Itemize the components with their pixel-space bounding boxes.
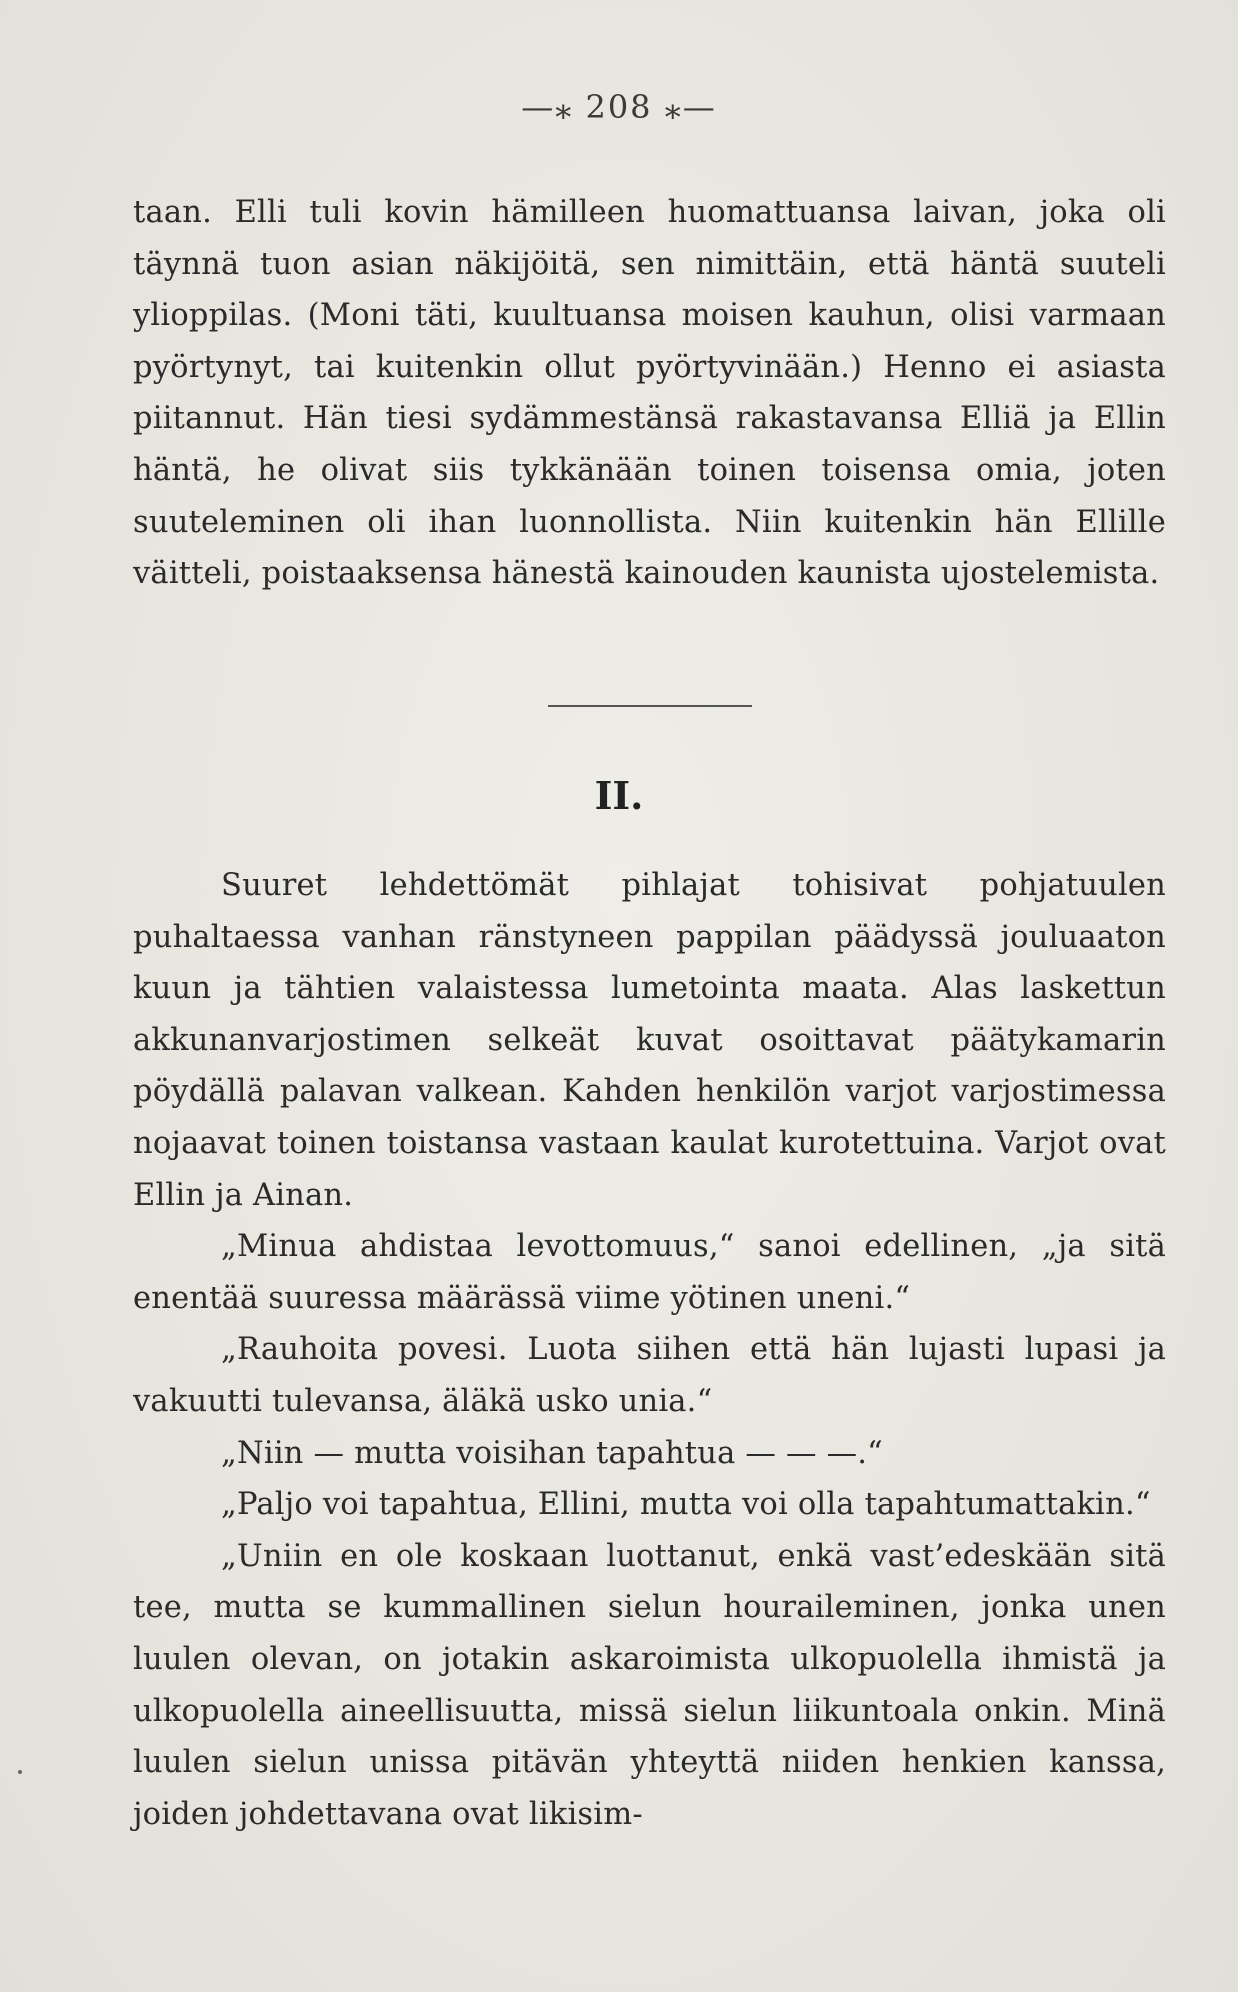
paragraph: „Uniin en ole koskaan luottanut, enkä vast’edeskään sitä tee, mutta se kummallinen sielun hourailеminen, jonka unen luulen olevan, on jotakin askaroimista ulkopuolella ihmistä ja ulkopuolella aineellisuutta, missä sielun liikuntoala onkin. Minä luulen sielun unissa pitävän yhteyttä niiden henkien kanssa, joiden johdettavana ovat likisim- — [133, 1538, 1166, 1832]
text-block-before-section — [133, 187, 1166, 600]
section-divider — [548, 705, 752, 707]
paragraph: „Rauhoita povesi. Luota siihen että hän lujasti lupasi ja vakuutti tulevansa, äläkä usko unia.“ — [133, 1332, 1166, 1419]
section-title: II. — [594, 773, 644, 818]
paragraph: taan. Elli tuli kovin hämilleen huomattuansa laivan, joka oli täynnä tuon asian näkijöitä, sen nimittäin, että häntä suuteli ylioppilas. (Moni täti, kuultuansa moisen kauhun, olisi varmaan pyörtynyt, tai kuitenkin ollut pyörtyvinään.) Henno ei asiasta piitannut. Hän tiesi sydämmestänsä rakastavansa Elliä ja Ellin häntä, he olivat siis tykkänään toinen toisensa omia, joten suuteleminen oli ihan luonnollista. Niin kuitenkin hän Ellille väitteli, poistaaksensa hänestä kainouden kaunista ujostelemista. — [133, 195, 1166, 592]
paragraph: „Niin — mutta voisihan tapahtua — — —.“ — [221, 1435, 883, 1471]
text-block-after-section — [133, 860, 1166, 1840]
page-header: —⁎ 208 ⁎— — [521, 88, 717, 126]
paragraph: „Minua ahdistaa levottomuus,“ sanoi edellinen, „ja sitä enentää suuressa määrässä viime yötinen uneni.“ — [133, 1229, 1166, 1316]
paragraph: „Paljo voi tapahtua, Ellini, mutta voi olla tapahtumattakin.“ — [221, 1487, 1151, 1523]
paragraph: Suuret lehdettömät pihlajat tohisivat pohjatuulen puhaltaessa vanhan ränstyneen pappilan päädyssä jouluaaton kuun ja tähtien valaistessa lumetointa maata. Alas laskettun akkunanvarjostimen selkeät kuvat osoittavat päätykamarin pöydällä palavan valkean. Kahden henkilön varjot varjostimessa nojaavat toinen toistansa vastaan kaulat kurotettuina. Varjot ovat Ellin ja Ainan. — [133, 868, 1166, 1213]
paper-speck — [18, 1770, 22, 1774]
